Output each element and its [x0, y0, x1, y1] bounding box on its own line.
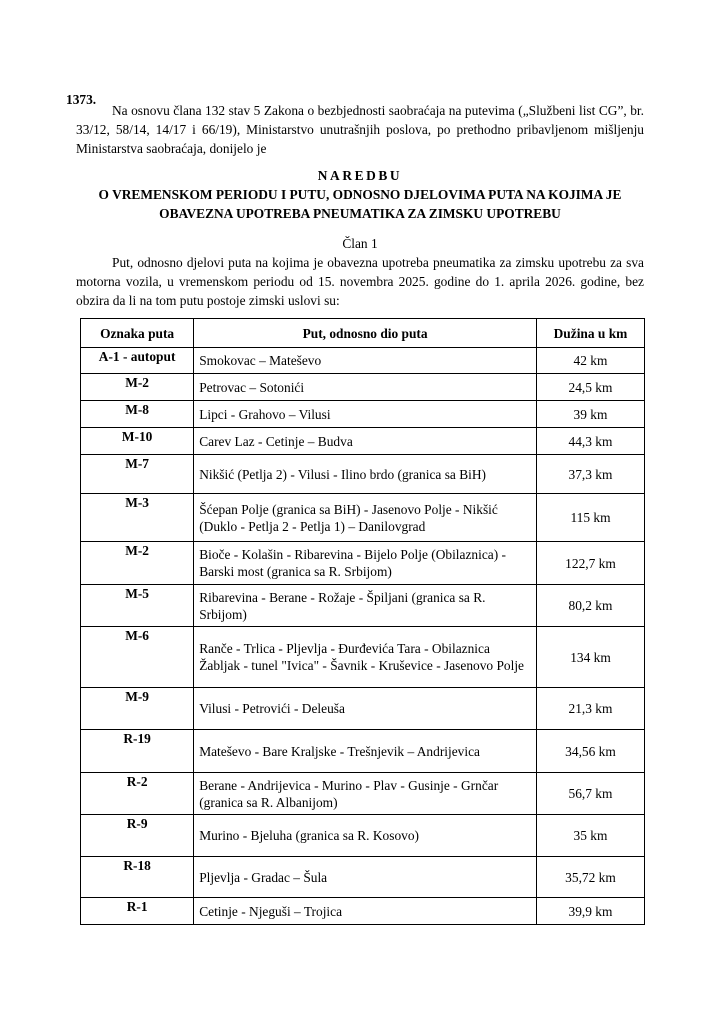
road-section: Carev Laz - Cetinje – Budva: [194, 428, 537, 455]
table-row: [81, 455, 645, 494]
road-section: Berane - Andrijevica - Murino - Plav - Gusinje - Grnčar (granica sa R. Albanijom): [194, 773, 537, 815]
road-code: M-10: [81, 428, 194, 455]
road-code: M-6: [81, 627, 194, 688]
table-row: [81, 688, 645, 730]
road-section: Šćepan Polje (granica sa BiH) - Jasenovo Polje - Nikšić (Duklo - Petlja 2 - Petlja 1) – Danilovgrad: [194, 494, 537, 542]
road-section: Ribarevina - Berane - Rožaje - Špiljani (granica sa R. Srbijom): [194, 585, 537, 627]
table-row: [81, 815, 645, 857]
road-code: M-2: [81, 542, 194, 585]
road-code: R-2: [81, 773, 194, 815]
table-row: [81, 374, 645, 401]
table-row: [81, 428, 645, 455]
road-length: 80,2 km: [536, 585, 644, 627]
table-header-row: [81, 319, 645, 348]
road-length: 21,3 km: [536, 688, 644, 730]
header-length: Dužina u km: [536, 319, 644, 348]
title-line-2: O VREMENSKOM PERIODU I PUTU, ODNOSNO DJELOVIMA PUTA NA KOJIMA JE: [98, 187, 622, 202]
table-row: [81, 401, 645, 428]
table-row: [81, 627, 645, 688]
road-length: 122,7 km: [536, 542, 644, 585]
road-section: Mateševo - Bare Kraljske - Trešnjevik – Andrijevica: [194, 730, 537, 773]
table-row: [81, 585, 645, 627]
table-row: [81, 348, 645, 374]
road-length: 35 km: [536, 815, 644, 857]
road-length: 39 km: [536, 401, 644, 428]
road-length: 37,3 km: [536, 455, 644, 494]
road-code: A-1 - autoput: [81, 348, 194, 374]
road-length: 24,5 km: [536, 374, 644, 401]
title-line-1: NAREDBU: [317, 168, 403, 183]
road-code: R-9: [81, 815, 194, 857]
table-row: [81, 773, 645, 815]
road-section: Petrovac – Sotonići: [194, 374, 537, 401]
title-line-3: OBAVEZNA UPOTREBA PNEUMATIKA ZA ZIMSKU UPOTREBU: [159, 206, 561, 221]
table-row: [81, 730, 645, 773]
road-section: Vilusi - Petrovići - Deleuša: [194, 688, 537, 730]
road-length: 34,56 km: [536, 730, 644, 773]
roads-table: [80, 318, 645, 925]
road-section: Nikšić (Petlja 2) - Vilusi - Ilino brdo (granica sa BiH): [194, 455, 537, 494]
document-title: [60, 166, 660, 223]
road-code: M-8: [81, 401, 194, 428]
road-length: 115 km: [536, 494, 644, 542]
header-road-code: Oznaka puta: [81, 319, 194, 348]
road-section: Pljevlja - Gradac – Šula: [194, 857, 537, 898]
article-paragraph: Put, odnosno djelovi puta na kojima je obavezna upotreba pneumatika za zimsku upotrebu za sva motorna vozila, u vremenskom periodu od 15. novembra 2025. godine do 1. aprila 2026. godine, bez obzira da li na tom putu postoje zimski uslovi su:: [76, 255, 644, 308]
road-code: M-9: [81, 688, 194, 730]
road-code: M-2: [81, 374, 194, 401]
road-length: 134 km: [536, 627, 644, 688]
road-code: R-18: [81, 857, 194, 898]
road-section: Murino - Bjeluha (granica sa R. Kosovo): [194, 815, 537, 857]
road-section: Smokovac – Mateševo: [194, 348, 537, 374]
road-length: 42 km: [536, 348, 644, 374]
road-code: M-7: [81, 455, 194, 494]
header-road-section: Put, odnosno dio puta: [194, 319, 537, 348]
road-code: M-5: [81, 585, 194, 627]
road-section: Bioče - Kolašin - Ribarevina - Bijelo Polje (Obilaznica) - Barski most (granica sa R. Srbijom): [194, 542, 537, 585]
road-code: R-19: [81, 730, 194, 773]
road-length: 44,3 km: [536, 428, 644, 455]
road-code: R-1: [81, 898, 194, 925]
table-row: [81, 494, 645, 542]
road-section: Cetinje - Njeguši – Trojica: [194, 898, 537, 925]
road-section: Ranče - Trlica - Pljevlja - Đurđevića Tara - Obilaznica Žabljak - tunel "Ivica" - Šavnik - Kruševice - Jasenovo Polje: [194, 627, 537, 688]
road-code: M-3: [81, 494, 194, 542]
intro-paragraph: Na osnovu člana 132 stav 5 Zakona o bezbjednosti saobraćaja na putevima („Službeni list CG”, br. 33/12, 58/14, 14/17 i 66/19), Ministarstvo unutrašnjih poslova, po prethodno pribavljenom mišljenju Ministarstva saobraćaja, donijelo je: [76, 103, 644, 156]
road-section: Lipci - Grahovo – Vilusi: [194, 401, 537, 428]
table-row: [81, 857, 645, 898]
road-length: 56,7 km: [536, 773, 644, 815]
table-row: [81, 898, 645, 925]
article-heading: Član 1: [342, 236, 378, 251]
road-length: 35,72 km: [536, 857, 644, 898]
road-length: 39,9 km: [536, 898, 644, 925]
table-row: [81, 542, 645, 585]
regulation-number: 1373.: [66, 92, 97, 107]
